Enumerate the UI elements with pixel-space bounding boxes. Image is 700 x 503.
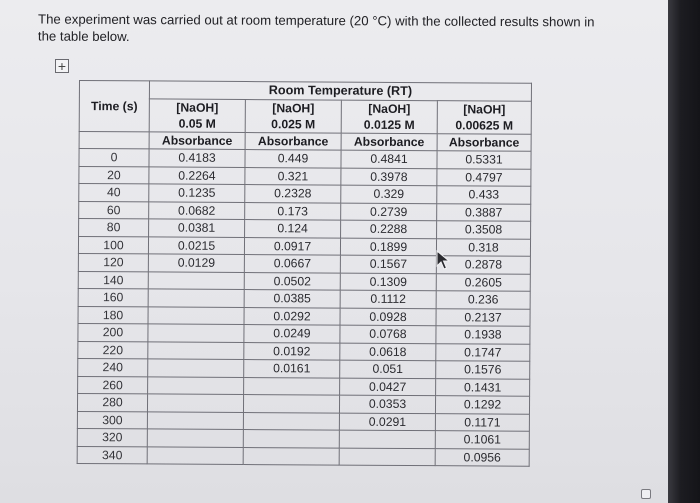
concentration-value: 0.00625 M: [455, 117, 514, 133]
absorbance-cell: 0.5331: [437, 151, 531, 169]
table-row: [77, 446, 529, 466]
absorbance-cell: 0.1938: [436, 326, 530, 344]
table-title: Room Temperature (RT): [149, 81, 531, 101]
empty-cell: [148, 271, 244, 289]
screen-edge: [668, 0, 700, 503]
time-cell: 280: [77, 393, 147, 411]
empty-cell: [148, 359, 244, 377]
concentration-header: [149, 98, 245, 132]
mouse-cursor-icon: [436, 250, 450, 270]
absorbance-cell: 0.2605: [436, 273, 530, 291]
absorbance-cell: 0.0381: [149, 219, 245, 237]
empty-cell: [339, 448, 435, 466]
absorbance-cell: 0.2137: [436, 308, 530, 326]
absorbance-cell: 0.0129: [148, 254, 244, 272]
absorbance-cell: 0.1567: [340, 255, 436, 273]
absorbance-header: Absorbance: [341, 133, 437, 151]
absorbance-cell: 0.0768: [340, 325, 436, 343]
empty-cell: [147, 394, 243, 412]
absorbance-header: Absorbance: [437, 133, 531, 151]
concentration-header: [245, 99, 341, 133]
table-title-row: [79, 81, 531, 101]
empty-cell: [243, 412, 339, 430]
intro-paragraph: The experiment was carried out at room temperature (20 °C) with the collected results shown in the table below.: [37, 11, 595, 45]
absorbance-cell: 0.1747: [436, 343, 530, 361]
empty-cell: [148, 376, 244, 394]
concentration-value: 0.025 M: [271, 116, 316, 131]
absorbance-cell: 0.0427: [340, 378, 436, 396]
absorbance-cell: 0.1576: [436, 361, 530, 379]
time-cell: 0: [79, 149, 149, 167]
absorbance-cell: 0.329: [341, 185, 437, 203]
absorbance-cell: 0.2288: [341, 220, 437, 238]
time-subheader-blank: [79, 131, 149, 149]
table-expand-icon[interactable]: +: [55, 59, 69, 73]
concentration-value: 0.05 M: [178, 116, 216, 131]
absorbance-cell: 0.0192: [244, 342, 340, 360]
absorbance-cell: 0.1899: [340, 238, 436, 256]
absorbance-cell: 0.173: [245, 202, 341, 220]
absorbance-cell: 0.0618: [340, 343, 436, 361]
absorbance-cell: 0.0353: [339, 395, 435, 413]
concentration-header: [437, 100, 531, 134]
concentration-label: [NaOH]: [463, 101, 506, 117]
absorbance-cell: 0.0291: [339, 413, 435, 431]
absorbance-cell: 0.1112: [340, 290, 436, 308]
concentration-label: [NaOH]: [176, 100, 219, 115]
absorbance-header: Absorbance: [245, 132, 341, 150]
absorbance-cell: 0.4183: [149, 149, 245, 167]
absorbance-cell: 0.318: [436, 238, 530, 256]
time-cell: 240: [78, 358, 148, 376]
time-cell: 140: [78, 271, 148, 289]
empty-cell: [147, 411, 243, 429]
absorbance-cell: 0.051: [340, 360, 436, 378]
absorbance-cell: 0.4841: [341, 150, 437, 168]
absorbance-cell: 0.1292: [435, 396, 529, 414]
absorbance-cell: 0.2264: [149, 166, 245, 184]
empty-cell: [147, 429, 243, 447]
absorbance-cell: 0.4797: [437, 168, 531, 186]
time-cell: 200: [78, 323, 148, 341]
absorbance-cell: 0.3508: [437, 221, 531, 239]
absorbance-cell: 0.0928: [340, 308, 436, 326]
absorbance-cell: 0.0682: [149, 201, 245, 219]
results-table: [77, 80, 532, 467]
resize-handle-icon[interactable]: [641, 489, 651, 499]
time-cell: 220: [78, 341, 148, 359]
absorbance-cell: 0.2878: [436, 256, 530, 274]
empty-cell: [339, 430, 435, 448]
time-cell: 40: [79, 184, 149, 202]
absorbance-cell: 0.449: [245, 150, 341, 168]
absorbance-cell: 0.3978: [341, 168, 437, 186]
time-cell: 80: [79, 219, 149, 237]
absorbance-cell: 0.236: [436, 291, 530, 309]
time-cell: 20: [79, 166, 149, 184]
absorbance-cell: 0.124: [245, 220, 341, 238]
absorbance-cell: 0.0292: [244, 307, 340, 325]
absorbance-cell: 0.1309: [340, 273, 436, 291]
absorbance-cell: 0.0161: [244, 360, 340, 378]
empty-cell: [244, 377, 340, 395]
absorbance-cell: 0.2328: [245, 185, 341, 203]
concentration-label: [NaOH]: [272, 100, 315, 115]
time-cell: 120: [78, 253, 148, 271]
concentration-header: [341, 100, 437, 134]
absorbance-cell: 0.3887: [437, 203, 531, 221]
time-cell: 60: [79, 201, 149, 219]
time-cell: 100: [78, 236, 148, 254]
absorbance-cell: 0.1061: [435, 431, 529, 449]
absorbance-cell: 0.0215: [148, 236, 244, 254]
concentration-value: 0.0125 M: [363, 117, 415, 132]
time-cell: 320: [77, 428, 147, 446]
absorbance-cell: 0.0385: [244, 290, 340, 308]
absorbance-cell: 0.0956: [435, 448, 529, 466]
empty-cell: [148, 341, 244, 359]
time-cell: 340: [77, 446, 147, 464]
absorbance-cell: 0.0502: [244, 272, 340, 290]
time-column-header: Time (s): [79, 81, 149, 132]
absorbance-cell: 0.321: [245, 167, 341, 185]
empty-cell: [243, 430, 339, 448]
absorbance-cell: 0.0249: [244, 325, 340, 343]
time-cell: 260: [78, 376, 148, 394]
absorbance-cell: 0.0667: [244, 255, 340, 273]
empty-cell: [243, 447, 339, 465]
time-cell: 300: [77, 411, 147, 429]
absorbance-cell: 0.1235: [149, 184, 245, 202]
empty-cell: [243, 395, 339, 413]
absorbance-cell: 0.2739: [341, 203, 437, 221]
time-cell: 180: [78, 306, 148, 324]
empty-cell: [148, 324, 244, 342]
empty-cell: [147, 446, 243, 464]
concentration-label: [NaOH]: [368, 101, 411, 116]
empty-cell: [148, 289, 244, 307]
absorbance-cell: 0.1171: [435, 413, 529, 431]
time-cell: 160: [78, 288, 148, 306]
table-body: [77, 149, 531, 467]
absorbance-cell: 0.0917: [244, 237, 340, 255]
absorbance-cell: 0.433: [437, 186, 531, 204]
empty-cell: [148, 306, 244, 324]
absorbance-header: Absorbance: [149, 131, 245, 149]
absorbance-cell: 0.1431: [436, 378, 530, 396]
